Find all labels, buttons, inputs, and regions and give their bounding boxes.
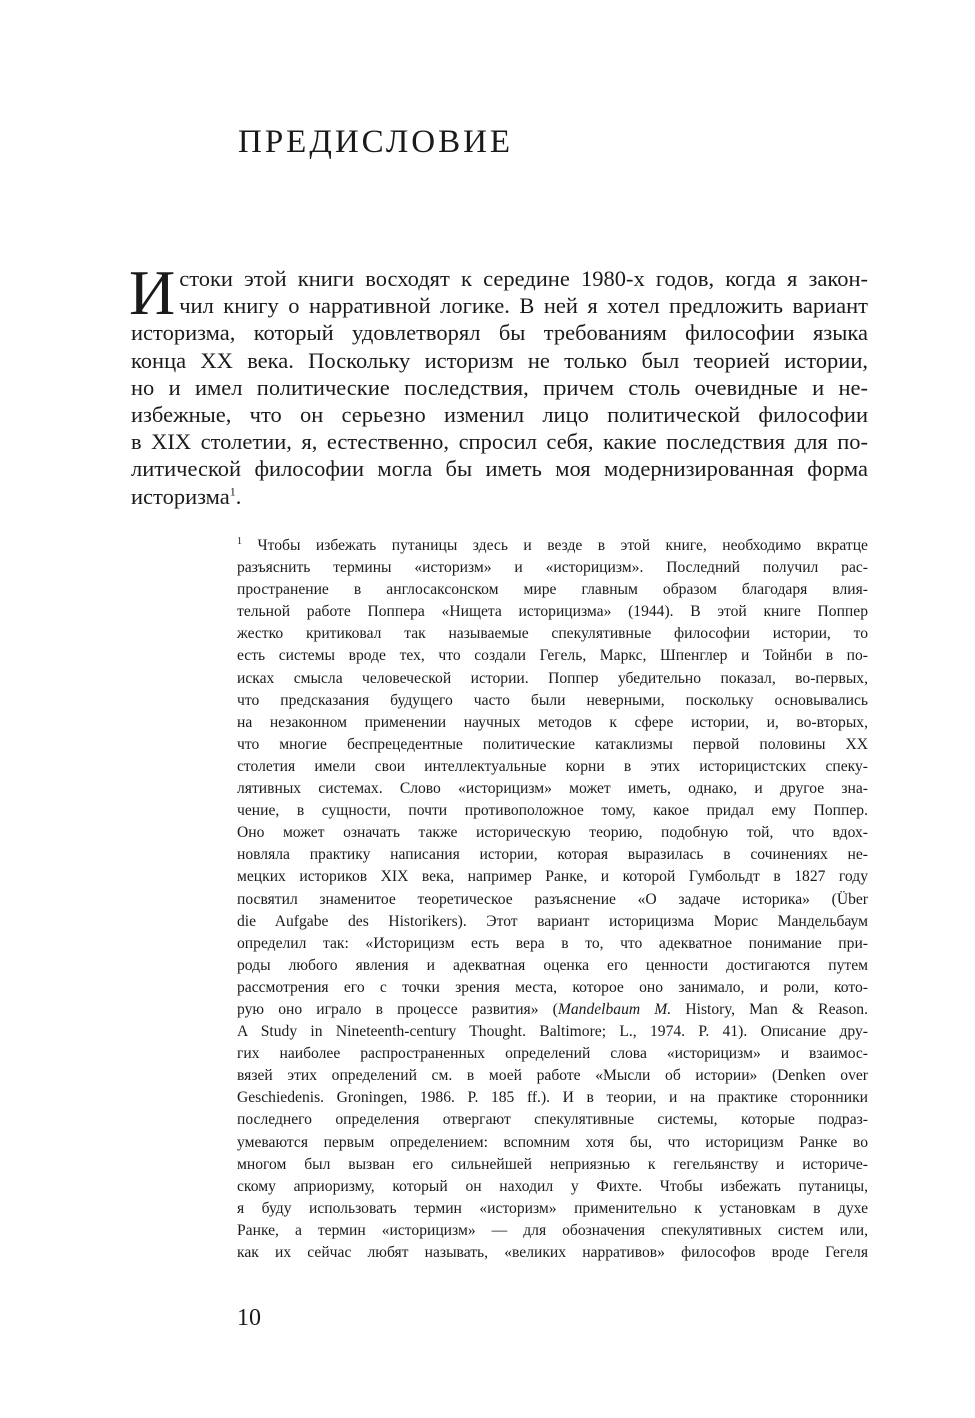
footnote-line: разъяснить термины «историзм» и «историцизм». Последний получил рас- [237, 559, 868, 577]
main-line: но и имел политические последствия, причем столь очевидные и не- [131, 374, 868, 400]
main-line-last [131, 483, 868, 510]
footnote-line: лятивных системах. Слово «историцизм» может иметь, однако, и другое зна- [237, 780, 868, 798]
main-line: литической философии могла бы иметь моя модернизированная форма [131, 456, 868, 482]
footnote [237, 535, 868, 1264]
footnote-line: гих наиболее распространенных определений слова «историцизм» и взаимос- [237, 1045, 868, 1063]
main-line: историзма, который удовлетворял бы требованиям философии языка [131, 320, 868, 346]
footnote-line: новляла практику написания истории, которая выразилась в сочинениях не- [237, 846, 868, 864]
footnote-line: пространение в англосаксонском мире главным образом благодаря влия- [237, 581, 868, 599]
footnote-mark: 1 [237, 535, 242, 547]
footnote-line: Ранке, а термин «историцизм» — для обозначения спекулятивных систем или, [237, 1221, 868, 1239]
footnote-line: die Aufgabe des Historikers). Этот вариант историцизма Морис Мандельбаум [237, 912, 868, 930]
chapter-heading: ПРЕДИСЛОВИЕ [238, 124, 514, 160]
footnote-line: определил так: «Историцизм есть вера в то, что адекватное понимание при- [237, 934, 868, 952]
footnote-line: умеваются первым определением: вспомним хотя бы, что историцизм Ранке во [237, 1133, 868, 1151]
footnote-line-citation [237, 999, 868, 1021]
main-end-punct: . [235, 483, 242, 509]
footnote-line: многом был вызван его сильнейшей неприязнью к гегельянству и историче- [237, 1155, 868, 1173]
footnote-line: мецких историков XIX века, например Ранке, и которой Гумбольдт в 1827 году [237, 868, 868, 886]
footnote-line [237, 535, 868, 557]
main-line-last-text: историзма [131, 483, 230, 509]
main-line: стоки этой книги восходят к середине 1980-х годов, когда я закон- [179, 266, 868, 291]
footnote-line: Оно может означать также историческую теорию, подобную той, что вдох- [237, 824, 868, 842]
footnote-line: последнего определения отвергают спекулятивные системы, которые подраз- [237, 1111, 868, 1129]
footnote-line: столетия имели свои интеллектуальные корни в этих историцистских спеку- [237, 757, 868, 775]
footnote-line: скому априоризму, который он находил у Фихте. Чтобы избежать путаницы, [237, 1177, 868, 1195]
main-line: чил книгу о нарративной логике. В ней я хотел предложить вариант [179, 293, 868, 319]
footnote-line: посвятил знаменитое теоретическое разъяснение «О задаче историка» (Über [237, 890, 868, 908]
page-number: 10 [237, 1305, 261, 1331]
citation-author: Mandelbaum M. [557, 1000, 672, 1018]
footnote-line: чение, в сущности, почти противоположное тому, какое придал ему Поппер. [237, 802, 868, 820]
footnote-line: Geschiedenis. Groningen, 1986. P. 185 ff.). И в теории, и на практике сторонники [237, 1089, 868, 1107]
footnote-line: вязей этих определений см. в моей работе «Мысли об истории» (Denken over [237, 1067, 868, 1085]
footnote-line: рассмотрения его с точки зрения места, которое оно занимало, и роли, кото- [237, 978, 868, 996]
main-line: в XIX столетии, я, естественно, спросил себя, какие последствия для по- [131, 429, 868, 455]
footnote-line: на незаконном применении научных методов к сфере истории, и, во-вторых, [237, 713, 868, 731]
footnote-line: что многие беспрецедентные политические катаклизмы первой половины XX [237, 735, 868, 753]
footnote-line: я буду использовать термин «историзм» применительно к установкам в духе [237, 1199, 868, 1217]
footnote-line: тельной работе Поппера «Нищета историцизма» (1944). В этой книге Поппер [237, 603, 868, 621]
footnote-line: что предсказания будущего часто были неверными, поскольку основывались [237, 691, 868, 709]
footnote-line: роды любого явления и адекватная оценка его ценности достигаются путем [237, 956, 868, 974]
footnote-reference[interactable]: 1 [229, 484, 236, 499]
main-line: избежные, что он серьезно изменил лицо политической философии [131, 402, 868, 428]
footnote-first-text: Чтобы избежать путаницы здесь и везде в этой книге, необходимо вкратце [257, 537, 868, 554]
footnote-line: жестко критиковал так называемые спекулятивные философии истории, то [237, 625, 868, 643]
footnote-line: исках смысла человеческой истории. Поппер убедительно показал, во-первых, [237, 669, 868, 687]
citation-post: History, Man & Reason. [671, 1000, 868, 1018]
main-line: конца XX века. Поскольку историзм не только был теорией истории, [131, 347, 868, 373]
drop-cap: И [129, 257, 176, 328]
main-paragraph [129, 257, 868, 510]
footnote-line: A Study in Nineteenth-century Thought. Baltimore; L., 1974. P. 41). Описание дру- [237, 1023, 868, 1041]
citation-pre: рую оно играло в процессе развития» ( [237, 1000, 558, 1018]
footnote-line: как их сейчас любят называть, «великих нарративов» философов вроде Гегеля [237, 1244, 868, 1261]
footnote-line: есть системы вроде тех, что создали Гегель, Маркс, Шпенглер и Тойнби в по- [237, 647, 868, 665]
